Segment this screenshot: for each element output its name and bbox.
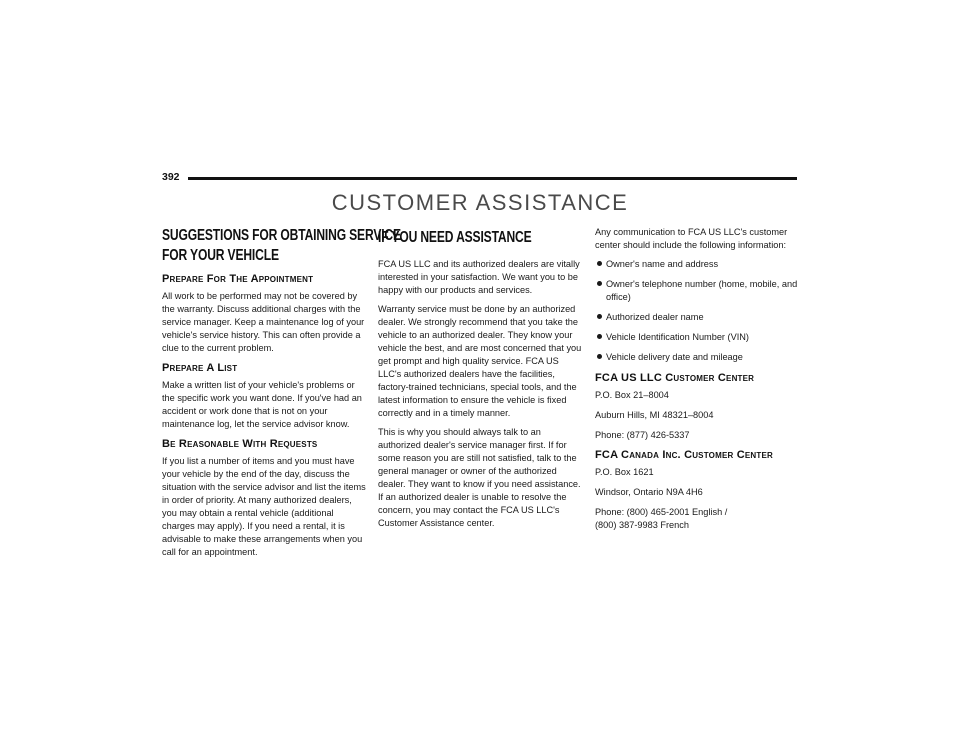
paragraph-prepare-list: Make a written list of your vehicle's problems or the specific work you want done. If you've had an accident or work done that is not on your maintenance log, let the service advisor know. <box>162 380 362 429</box>
paragraph-prepare-appointment: All work to be performed may not be covered by the warranty. Discuss additional charges with the service manager. Keep a maintenance log of your vehicle's service history. This can often provide a clue to the current problem. <box>162 291 365 353</box>
paragraph-assistance-2: Warranty service must be done by an authorized dealer. We strongly recommend that you take the vehicle to an authorized dealer. They know your vehicle the best, and are most concerned that you get prompt and high quality service. FCA US LLC's authorized dealers have the facilities, factory-trained technicians, special tools, and the latest information to ensure the vehicle is fixed correctly and in a timely manner. <box>378 304 582 418</box>
paragraph-assistance-1: FCA US LLC and its authorized dealers are vitally interested in your satisfaction. We want you to be happy with our products and services. <box>378 259 580 295</box>
us-center-address <box>595 389 800 442</box>
phone-line: (800) 387-9983 French <box>595 520 689 530</box>
column-left <box>162 226 401 565</box>
list-item <box>595 311 800 324</box>
list-item <box>595 331 800 344</box>
page-number: 392 <box>162 171 180 183</box>
address-line: P.O. Box 21–8004 <box>595 390 669 400</box>
paragraph-assistance-3: This is why you should always talk to an authorized dealer's service manager first. If for some reason you are still not satisfied, talk to the general manager or owner of the authorized dealer. They want to know if you need assistance. If an authorized dealer is unable to resolve the concern, you may contact the FCA US LLC's Customer Assistance center. <box>378 427 581 528</box>
subheading-canada-customer-center: FCA Canada Inc. Customer Center <box>595 449 773 461</box>
list-item <box>595 258 800 271</box>
bullet-icon <box>597 281 602 286</box>
subheading-prepare-appointment: Prepare For The Appointment <box>162 273 314 285</box>
list-item <box>595 278 800 304</box>
subheading-us-customer-center: FCA US LLC Customer Center <box>595 372 755 384</box>
list-item-text: Owner's name and address <box>606 259 719 269</box>
list-item-text: Vehicle delivery date and mileage <box>606 352 743 362</box>
subheading-reasonable-requests: Be Reasonable With Requests <box>162 438 318 450</box>
section-heading-line2: FOR YOUR VEHICLE <box>162 247 279 264</box>
phone-line: Phone: (877) 426-5337 <box>595 430 690 440</box>
list-item <box>595 351 800 364</box>
bullet-icon <box>597 354 602 359</box>
bullet-icon <box>597 334 602 339</box>
paragraph-reasonable-requests: If you list a number of items and you must have your vehicle by the end of the day, discuss the situation with the service advisor and list the items in order of priority. At many authorized dealers, you may obtain a rental vehicle (additional charges may apply). If you need a rental, it is advisable to make these arrangements when you call for an appointment. <box>162 456 366 557</box>
subheading-prepare-list: Prepare A List <box>162 362 238 374</box>
canada-center-address <box>595 466 800 532</box>
list-item-text: Owner's telephone number (home, mobile, and office) <box>606 279 798 302</box>
bullet-icon <box>597 261 602 266</box>
list-item-text: Authorized dealer name <box>606 312 704 322</box>
column-middle <box>378 226 583 536</box>
bullet-icon <box>597 314 602 319</box>
section-heading-line1: SUGGESTIONS FOR OBTAINING SERVICE <box>162 227 401 244</box>
address-line: Windsor, Ontario N9A 4H6 <box>595 487 703 497</box>
section-heading-assistance: IF YOU NEED ASSISTANCE <box>378 229 532 246</box>
phone-line: Phone: (800) 465-2001 English / <box>595 507 728 517</box>
chapter-title: CUSTOMER ASSISTANCE <box>331 190 629 215</box>
column-right <box>595 226 800 539</box>
address-line: P.O. Box 1621 <box>595 467 654 477</box>
info-bullet-list <box>595 258 800 364</box>
paragraph-communication-intro: Any communication to FCA US LLC's customer center should include the following information: <box>595 227 788 250</box>
list-item-text: Vehicle Identification Number (VIN) <box>606 332 749 342</box>
section-heading-service <box>162 226 401 266</box>
address-line: Auburn Hills, MI 48321–8004 <box>595 410 714 420</box>
header-rule <box>188 177 797 180</box>
